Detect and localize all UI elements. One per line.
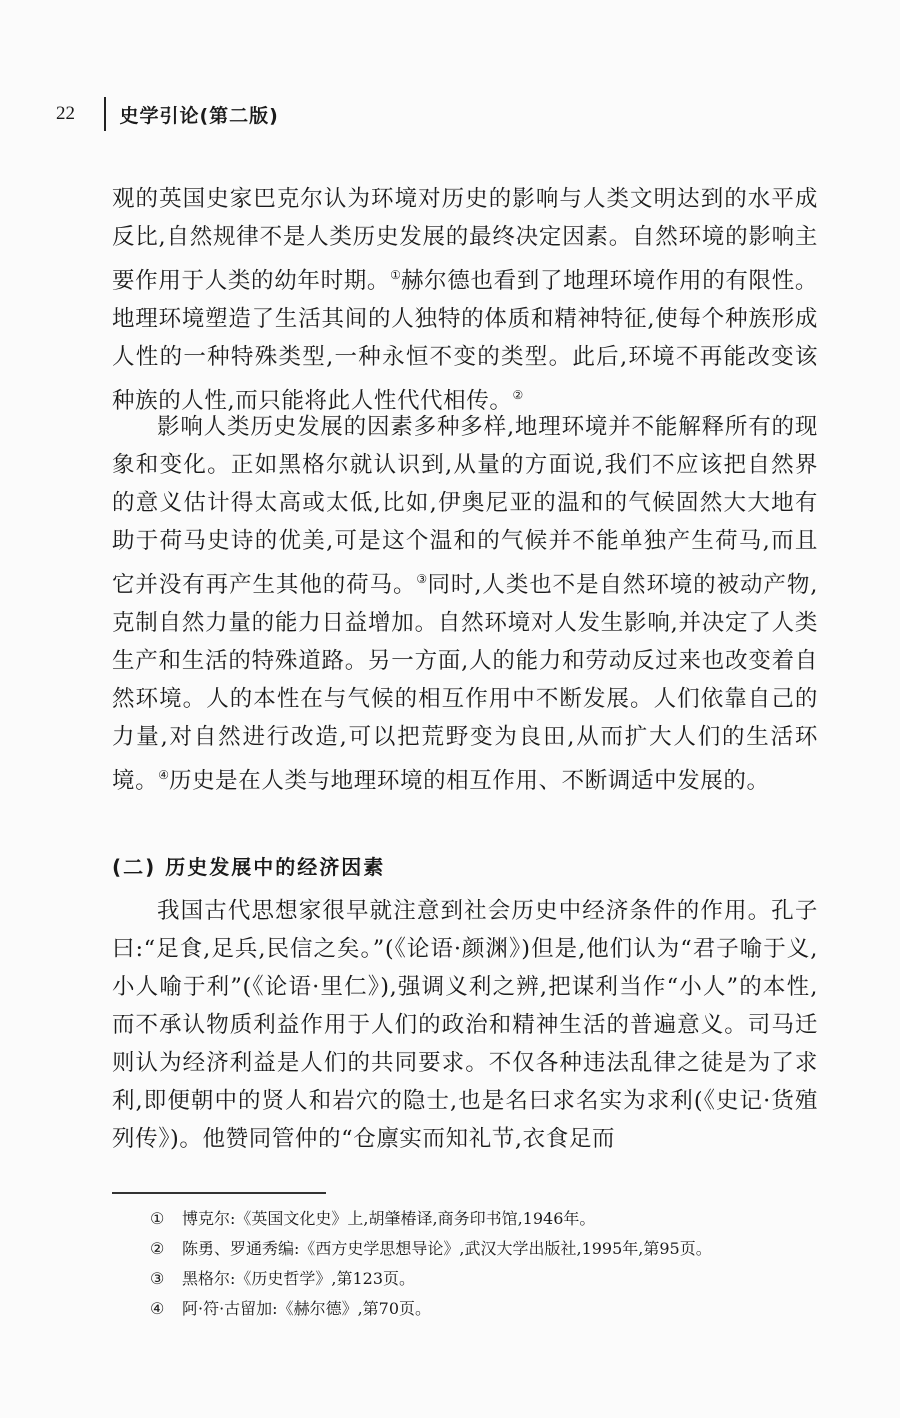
paragraph-1 — [112, 180, 818, 420]
footnote-item — [150, 1294, 810, 1324]
footnote-ref-1: ① — [390, 268, 401, 282]
footnote-text: 陈勇、罗通秀编:《西方史学思想导论》,武汉大学出版社,1995年,第95页。 — [182, 1239, 712, 1258]
paragraph-1-text-a: 观的英国史家巴克尔认为环境对历史的影响与人类文明达到的水平成反比,自然规律不是人类历史发展的最终决定因素。自然环境的影响主要作用于人类的幼年时期。 — [112, 186, 818, 294]
paragraph-3-text: 我国古代思想家很早就注意到社会历史中经济条件的作用。孔子曰:“足食,足兵,民信之矣。”(《论语·颜渊》)但是,他们认为“君子喻于义,小人喻于利”(《论语·里仁》),强调义利之辨,把谋利当作“小人”的本性,而不承认物质利益作用于人们的政治和精神生活的普遍意义。司马迁则认为经济利益是人们的共同要求。不仅各种违法乱律之徒是为了求利,即便朝中的贤人和岩穴的隐士,也是名曰求名实为求利(《史记·货殖列传》)。他赞同管仲的“仓廪实而知礼节,衣食足而 — [112, 898, 818, 1152]
paragraph-2-text-c: 历史是在人类与地理环境的相互作用、不断调适中发展的。 — [168, 768, 770, 794]
footnote-mark: ③ — [150, 1269, 165, 1288]
paragraph-3 — [112, 892, 818, 1158]
footnote-mark: ① — [150, 1209, 165, 1228]
paragraph-text — [112, 408, 818, 800]
running-title: 史学引论(第二版) — [119, 104, 279, 127]
paragraph-text — [112, 180, 818, 420]
paragraph-2 — [112, 408, 818, 800]
footnote-text: 阿·符·古留加:《赫尔德》,第70页。 — [182, 1299, 432, 1318]
footnote-item — [150, 1234, 810, 1264]
paragraph-2-text-b: 同时,人类也不是自然环境的被动产物,克制自然力量的能力日益增加。自然环境对人发生影响,并决定了人类生产和生活的特殊道路。另一方面,人的能力和劳动反过来也改变着自然环境。人的本性在与气候的相互作用中不断发展。人们依靠自己的力量,对自然进行改造,可以把荒野变为良田,从而扩大人们的生活环境。 — [112, 572, 818, 794]
footnote-ref-4: ④ — [158, 768, 169, 782]
running-header — [56, 96, 279, 132]
footnote-text: 博克尔:《英国文化史》上,胡肇椿译,商务印书馆,1946年。 — [182, 1209, 596, 1228]
page-number: 22 — [56, 103, 75, 124]
footnote-text: 黑格尔:《历史哲学》,第123页。 — [182, 1269, 416, 1288]
paragraph-2-text-a: 影响人类历史发展的因素多种多样,地理环境并不能解释所有的现象和变化。正如黑格尔就认识到,从量的方面说,我们不应该把自然界的意义估计得太高或太低,比如,伊奥尼亚的温和的气候固然大大地有助于荷马史诗的优美,可是这个温和的气候并不能单独产生荷马,而且它并没有再产生其他的荷马。 — [112, 414, 818, 598]
footnote-item — [150, 1204, 810, 1234]
footnote-mark: ④ — [150, 1299, 165, 1318]
header-divider — [104, 97, 106, 131]
footnote-mark: ② — [150, 1239, 165, 1258]
footnote-divider — [112, 1192, 326, 1194]
footnote-item — [150, 1264, 810, 1294]
footnote-ref-3: ③ — [416, 572, 428, 586]
footnote-ref-2: ② — [512, 388, 524, 402]
footnotes — [150, 1204, 810, 1324]
section-heading: (二) 历史发展中的经济因素 — [112, 855, 386, 879]
paragraph-1-text-b: 赫尔德也看到了地理环境作用的有限性。地理环境塑造了生活其间的人独特的体质和精神特征,使每个种族形成人性的一种特殊类型,一种永恒不变的类型。此后,环境不再能改变该种族的人性,而只能将此人性代代相传。 — [112, 268, 818, 414]
